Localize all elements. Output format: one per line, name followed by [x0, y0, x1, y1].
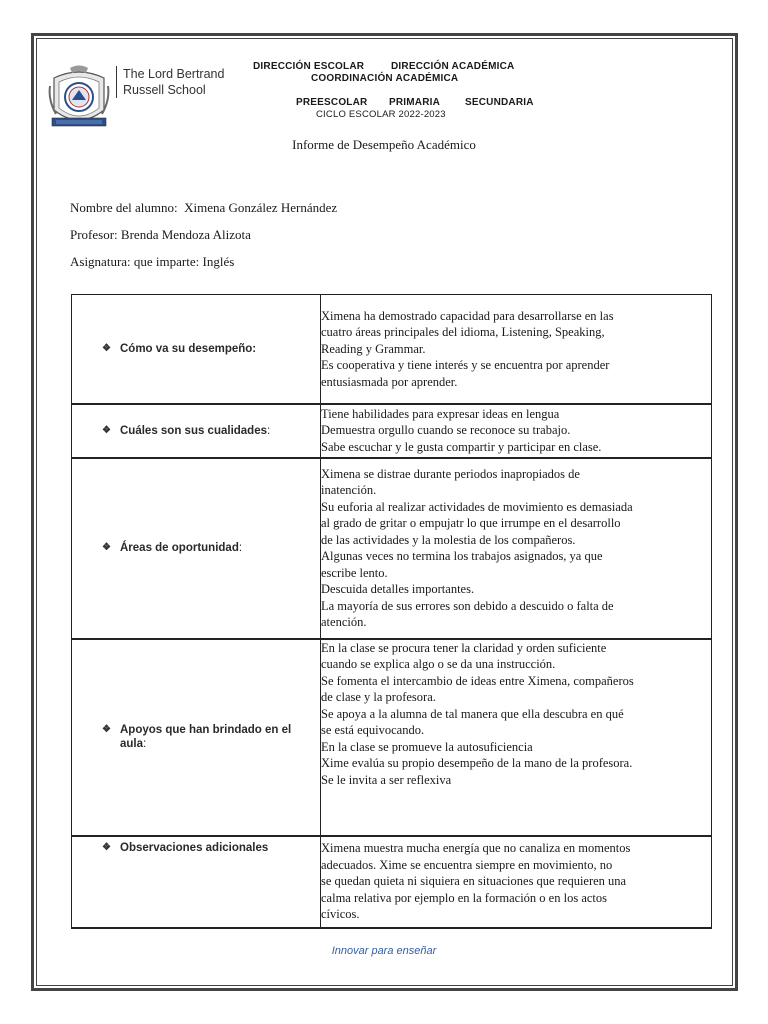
oportunidad-line: La mayoría de sus errores son debido a descuido o falta de — [321, 598, 614, 613]
apoyos-line: Se fomenta el intercambio de ideas entre Ximena, compañeros — [321, 673, 634, 688]
observaciones-line: adecuados. Xime se encuentra siempre en movimiento, no — [321, 857, 613, 872]
oportunidad-line: atención. — [321, 615, 367, 629]
row-value-cell — [321, 836, 712, 928]
observaciones-line: cívicos. — [321, 907, 360, 922]
observaciones-line: se quedan quieta ni siquiera en situaciones que requieren una — [321, 874, 627, 889]
desempeno-line: cuatro áreas principales del idioma, Listening, Speaking, — [321, 325, 605, 339]
diamond-bullet-icon: ❖ — [102, 424, 111, 436]
report-title: Informe de Desempeño Académico — [292, 137, 476, 152]
subject-label: Asignatura: que imparte: — [70, 254, 200, 269]
row-value-cell — [321, 404, 712, 458]
row-label-cell — [72, 639, 321, 836]
row-label-apoyos: Apoyos que han brindado en el aula — [120, 724, 292, 750]
apoyos-line: Se apoya a la alumna de tal manera que ella descubra en qué — [321, 706, 624, 721]
oportunidad-line: Algunas veces no termina los trabajos asignados, ya que — [321, 549, 603, 563]
row-label-observaciones: Observaciones adicionales — [120, 841, 269, 854]
subject-field — [70, 254, 234, 270]
header-coordinacion: COORDINACIÓN ACADÉMICA — [311, 73, 459, 84]
diamond-bullet-icon: ❖ — [102, 542, 111, 553]
subject-value: Inglés — [202, 254, 235, 269]
observaciones-line: Ximena muestra mucha energía que no canaliza en momentos — [321, 841, 631, 856]
school-crest-logo — [46, 64, 112, 134]
teacher-value: Brenda Mendoza Alizota — [120, 227, 251, 242]
row-label-cell — [72, 295, 321, 404]
cualidades-line: Tiene habilidades para expresar ideas en lengua — [321, 406, 560, 421]
row-label-desempeno: Cómo va su desempeño: — [120, 342, 257, 355]
oportunidad-line: escribe lento. — [321, 565, 388, 580]
diamond-bullet-icon: ❖ — [102, 342, 111, 354]
student-name-field — [70, 200, 337, 216]
row-label-suffix: : — [143, 738, 147, 750]
oportunidad-line: inatención. — [321, 483, 377, 497]
desempeno-line: Reading y Grammar. — [321, 341, 426, 356]
desempeno-line: Ximena ha demostrado capacidad para desarrollarse en las — [321, 308, 614, 323]
row-value-cell — [321, 639, 712, 836]
apoyos-line: Se le invita a ser reflexiva — [321, 772, 452, 787]
oportunidad-line: Descuida detalles importantes. — [321, 582, 475, 596]
teacher-label: Profesor: — [70, 227, 118, 242]
row-label-cell — [72, 404, 321, 458]
oportunidad-line: al grado de gritar o empujatr lo que irrumpe en el desarrollo — [321, 516, 621, 530]
table-row-oportunidad — [72, 458, 712, 639]
desempeno-line: Es cooperativa y tiene interés y se encuentra por aprender — [321, 358, 610, 372]
apoyos-line: En la clase se procura tener la claridad y orden suficiente — [321, 640, 607, 655]
row-label-oportunidad: Áreas de oportunidad — [120, 542, 239, 554]
table-row-cualidades — [72, 404, 712, 458]
apoyos-line: de clase y la profesora. — [321, 690, 436, 704]
header-level-primaria: PRIMARIA — [389, 97, 441, 108]
table-row-apoyos — [72, 639, 712, 836]
evaluation-table — [71, 294, 712, 929]
diamond-bullet-icon: ❖ — [102, 841, 111, 853]
row-label-cell — [72, 458, 321, 639]
oportunidad-line: Ximena se distrae durante periodos inapropiados de — [321, 466, 580, 481]
student-name-label: Nombre del alumno: — [70, 200, 178, 215]
diamond-bullet-icon: ❖ — [102, 724, 111, 735]
table-row-observaciones — [72, 836, 712, 928]
row-label-cell — [72, 836, 321, 928]
footer-motto: Innovar para enseñar — [331, 945, 437, 957]
student-name-value: Ximena González Hernández — [184, 200, 338, 215]
observaciones-line: calma relativa por ejemplo en la formación o en los actos — [321, 890, 607, 905]
row-label-suffix: : — [238, 542, 243, 554]
apoyos-line: Xime evalúa su propio desempeño de la mano de la profesora. — [321, 756, 633, 770]
row-value-cell — [321, 458, 712, 639]
teacher-field — [70, 227, 251, 243]
school-name-line1: The Lord Bertrand — [123, 67, 225, 81]
row-value-cell — [321, 295, 712, 404]
school-name-line2: Russell School — [123, 83, 206, 97]
apoyos-line: cuando se explica algo o se da una instrucción. — [321, 657, 556, 671]
apoyos-line: se está equivocando. — [321, 723, 425, 737]
desempeno-line: entusiasmada por aprender. — [321, 374, 458, 389]
table-row-desempeno — [72, 295, 712, 404]
header-direccion-academica: DIRECCIÓN ACADÉMICA — [391, 61, 515, 72]
apoyos-line: En la clase se promueve la autosuficiencia — [321, 739, 533, 754]
school-name — [116, 66, 224, 98]
oportunidad-line: de las actividades y la molestia de los compañeros. — [321, 532, 576, 547]
row-label-cualidades: Cuáles son sus cualidades — [120, 424, 268, 437]
header-school-cycle: CICLO ESCOLAR 2022-2023 — [316, 109, 446, 120]
cualidades-line: Sabe escuchar y le gusta compartir y participar en clase. — [321, 439, 602, 454]
oportunidad-line: Su euforia al realizar actividades de movimiento es demasiada — [321, 499, 633, 514]
header-level-secundaria: SECUNDARIA — [465, 97, 534, 108]
row-label-suffix: : — [267, 424, 271, 437]
header-level-preescolar: PREESCOLAR — [296, 97, 368, 108]
cualidades-line: Demuestra orgullo cuando se reconoce su trabajo. — [321, 423, 571, 438]
header-direccion-escolar: DIRECCIÓN ESCOLAR — [253, 61, 365, 72]
